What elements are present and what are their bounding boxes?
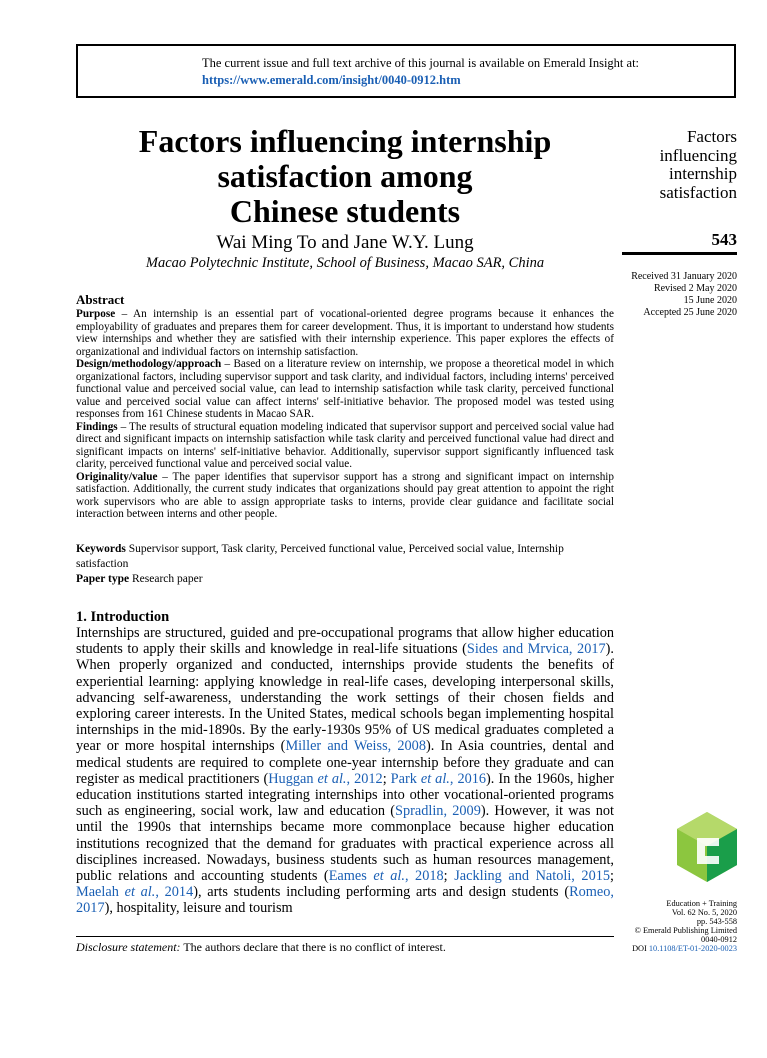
citation-link[interactable]: , 2018 (404, 868, 444, 885)
title-line: satisfaction among (217, 158, 473, 194)
title-line: Factors influencing internship (138, 123, 552, 159)
citation-link[interactable]: Jackling and Natoli, 2015 (454, 868, 611, 885)
intro-text: ), arts students including performing arts and design students ( (193, 884, 570, 901)
citation-link[interactable]: Spradlin, 2009 (395, 803, 481, 820)
journal-access-notice (76, 44, 736, 98)
intro-text: ; (382, 770, 391, 787)
doi: DOI 10.1108/ET-01-2020-0023 (632, 944, 737, 953)
sidebar-divider (622, 252, 737, 255)
introduction-body (76, 625, 614, 917)
intro-text: ; (610, 868, 615, 885)
citation-link[interactable]: Sides and Mrvica, 2017 (466, 641, 606, 658)
history-dates: Received 31 January 2020 Revised 2 May 2020 15 June 2020 Accepted 25 June 2020 (631, 271, 737, 318)
citation-link[interactable]: et al. (317, 770, 347, 787)
intro-text: Internships are structured, guided and pre-occupational programs that allow higher education students to apply their skills and knowledge in real-life situations ( (76, 625, 614, 658)
keywords: Keywords Supervisor support, Task clarity, Perceived functional value, Perceived social value, Internship satisfaction (76, 543, 564, 570)
intro-text: ). However, it was not until the 1990s that internships became more commonplace because higher education institutions recognized that the demand for graduates with practical experience across all disciplines increased. Nowadays, business students such as human resources management, public relations and accounting students ( (76, 803, 614, 885)
citation-link[interactable]: Maelah (76, 884, 125, 901)
abstract-body (76, 308, 614, 521)
disclosure-statement: Disclosure statement: The authors declare that there is no conflict of interest. (76, 940, 446, 954)
intro-text: ; (443, 868, 455, 885)
page-number: 543 (711, 230, 737, 249)
citation-link[interactable]: et al. (420, 770, 450, 787)
emerald-logo (677, 812, 737, 882)
intro-paragraph (76, 625, 614, 917)
intro-text: ). When properly organized and conducted, internships provide students the benefits of experiential learning: applying knowledge in real-life cases, developing interpersonal skills, advancing self-awareness, understanding the work settings of their chosen fields and exploring career interests. In the United States, medical schools began implementing hospital internships in the mid-1890s. By the early-1930s 95% of US medical graduates completed a year or more hospital internships ( (76, 641, 614, 755)
journal-info: Education + Training Vol. 62 No. 5, 2020 pp. 543-558 © Emerald Publishing Limited 0040-0912 DOI 10.1108/ET-01-2020-0023 (632, 899, 737, 953)
intro-text: ), hospitality, leisure and tourism (104, 900, 293, 917)
abstract-purpose: Purpose – An internship is an essential part of vocational-oriented degree programs because it enhances the employability of graduates and prepares them for career development. Thus, it is important to understand how students view internships and whether they are satisfied with their internship experience. This paper explores the effects of organizational and individual factors on internship satisfaction. (76, 308, 614, 358)
citation-link[interactable]: et al. (373, 868, 405, 885)
citation-link[interactable]: et al. (124, 884, 156, 901)
title-line: Chinese students (229, 193, 461, 229)
authors: Wai Ming To and Jane W.Y. Lung (216, 232, 474, 253)
notice-text: The current issue and full text archive of this journal is available on Emerald Insight at: (202, 56, 640, 70)
paper-type: Paper type Research paper (76, 573, 203, 585)
notice-url-link[interactable]: https://www.emerald.com/insight/0040-0912.htm (202, 73, 461, 87)
intro-text: ). In the 1960s, higher education institutions started integrating internships into other vocational-oriented programs such as engineering, social work, law and education ( (76, 770, 614, 820)
citation-link[interactable]: Miller and Weiss, 2008 (285, 738, 426, 755)
citation-link[interactable]: Huggan (268, 770, 318, 787)
abstract-design: Design/methodology/approach – Based on a literature review on internship, we propose a theoretical model in which organizational factors, including supervisor support and task clarity, and individual factors, including interns' perceived functional value and perceived social value, can lead to internship satisfaction while task clarity, perceived functional value and perceived social value can affect interns' self-initiative behavior. The proposed model was tested using responses from 161 Chinese students in Macao SAR. (76, 358, 614, 420)
section-heading: 1. Introduction (76, 609, 170, 625)
article-title (76, 124, 614, 229)
doi-link[interactable]: 10.1108/ET-01-2020-0023 (648, 944, 737, 953)
affiliation: Macao Polytechnic Institute, School of Business, Macao SAR, China (145, 255, 545, 271)
citation-link[interactable]: , 2012 (346, 770, 383, 787)
citation-link[interactable]: , 2014 (155, 884, 194, 901)
abstract-originality: Originality/value – The paper identifies that supervisor support has a strong and significant impact on internship satisfaction. Additionally, the current study indicates that organizations should pay great attention to appoint the right work supervisors who are able to assign appropriate tasks to interns, provide clear guidance and facilitate social interaction between interns and other people. (76, 470, 614, 520)
footnote-divider (76, 936, 614, 937)
running-title: Factors influencing internship satisfaction (659, 127, 737, 202)
intro-text: ). In Asia countries, dental and medical students are required to complete one-year internship before they graduate and can register as medical practitioners ( (76, 738, 614, 787)
abstract-heading: Abstract (76, 292, 125, 307)
citation-link[interactable]: Park (390, 770, 421, 787)
abstract-findings: Findings – The results of structural equation modeling indicated that supervisor support and perceived social value had direct and significant impacts on internship satisfaction while task clarity and perceived functional value had direct and significant impacts on interns' self-initiative behavior. Additionally, supervisor support significantly influenced task clarity, perceived functional value and perceived social value. (76, 420, 614, 470)
citation-link[interactable]: Eames (328, 868, 374, 885)
citation-link[interactable]: Romeo, 2017 (76, 884, 614, 917)
citation-link[interactable]: , 2016 (449, 770, 487, 787)
